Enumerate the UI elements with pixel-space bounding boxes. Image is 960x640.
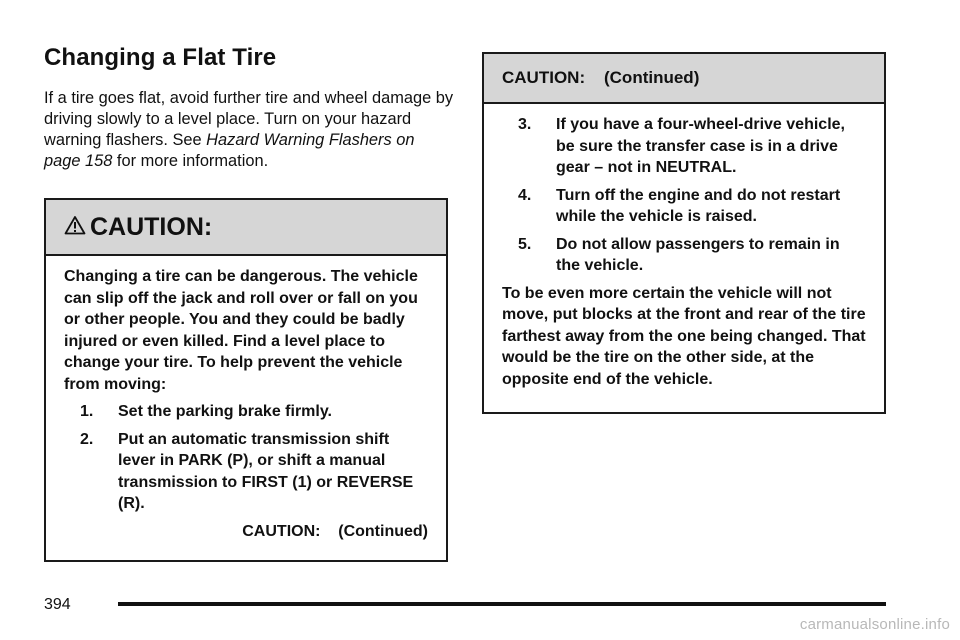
step-text: Turn off the engine and do not restart while the vehicle is raised.	[556, 186, 841, 225]
caution-box-right	[482, 52, 886, 414]
step-number: 1.	[80, 403, 94, 420]
footer-rule	[118, 602, 886, 606]
caution-closing-paragraph: To be even more certain the vehicle will not move, put blocks at the front and rear of the tire farthest away from the one being changed. That would be the tire on the other side, at the opposite end of the vehicle.	[502, 284, 866, 388]
step-text: If you have a four-wheel-drive vehicle, be sure the transfer case is in a drive gear – not in NEUTRAL.	[556, 116, 845, 176]
step-number: 3.	[518, 116, 532, 133]
list-item	[80, 429, 428, 515]
caution-step-list-continued	[502, 114, 866, 277]
section-heading: Changing a Flat Tire	[44, 44, 277, 71]
step-number: 2.	[80, 430, 94, 448]
cross-reference-link[interactable]: Hazard Warning Flashers on page 158	[44, 131, 415, 170]
intro-text-end: for more information.	[112, 152, 269, 170]
step-text: Put an automatic transmission shift lever in PARK (P), or shift a manual transmission to FIRST (1) or REVERSE (R).	[118, 430, 414, 512]
caution-step-list	[64, 401, 428, 515]
intro-paragraph	[44, 88, 454, 172]
caution-continued-label: CAUTION: (Continued)	[242, 522, 428, 540]
step-text: Do not allow passengers to remain in the vehicle.	[556, 235, 840, 274]
page-number: 394	[44, 596, 71, 613]
intro-text-start: If a tire goes flat, avoid further tire and wheel damage by driving slowly to a level place. Turn on your hazard warning flashers. See	[44, 89, 454, 149]
watermark: carmanualsonline.info	[799, 616, 950, 633]
list-item	[518, 234, 866, 277]
caution-header-title: CAUTION:	[90, 212, 213, 241]
caution-warning-icon	[64, 215, 86, 235]
step-number: 5.	[518, 235, 532, 253]
caution-continued-header	[484, 54, 884, 104]
caution-body	[46, 256, 446, 542]
step-number: 4.	[518, 186, 532, 204]
list-item	[80, 401, 428, 423]
list-item	[518, 114, 866, 179]
caution-continued-title: CAUTION: (Continued)	[502, 68, 700, 87]
caution-box-left	[44, 198, 448, 562]
caution-paragraph: Changing a tire can be dangerous. The vehicle can slip off the jack and roll over or fall on you or other people. You and they could be badly injured or even killed. Find a level place to change your tire. To help prevent the vehicle from moving:	[64, 268, 418, 393]
list-item	[518, 185, 866, 228]
caution-continued-body	[484, 104, 884, 390]
caution-header	[46, 200, 446, 256]
step-text: Set the parking brake firmly.	[118, 403, 332, 420]
